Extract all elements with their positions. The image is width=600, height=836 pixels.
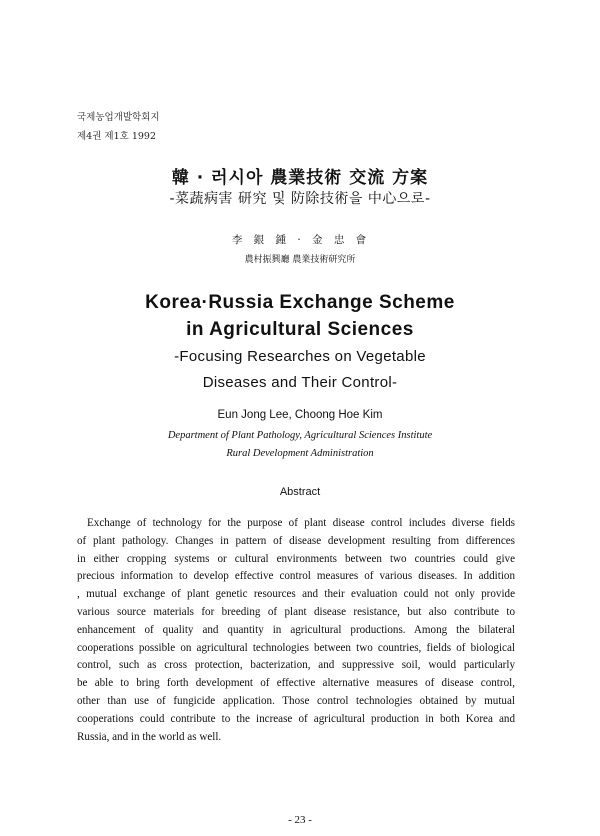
english-affiliation-line: Department of Plant Pathology, Agricultural Sciences Institute xyxy=(167,430,433,441)
page-number: - 23 - xyxy=(288,814,312,826)
english-title xyxy=(0,289,600,343)
journal-volume: 제4권 제1호 1992 xyxy=(77,131,157,142)
english-subtitle xyxy=(0,344,600,396)
abstract-body xyxy=(77,515,515,746)
abstract-line: be able to bring forth development of effective alternative measures of disease control, xyxy=(77,677,515,690)
english-subtitle-line: -Focusing Researches on Vegetable xyxy=(174,348,426,365)
abstract-line: in either cropping systems or cultural environments between two countries could give xyxy=(77,552,515,565)
abstract-line: control, such as cross protection, bacterization, and suppressive soil, would particularly xyxy=(77,659,515,672)
abstract-line: cooperations could contribute to the increase of agricultural production in both Korea and xyxy=(77,712,515,725)
korean-authors: 李 銀 鍾 · 金 忠 會 xyxy=(231,234,369,246)
english-affiliation xyxy=(0,427,600,463)
abstract-line: Exchange of technology for the purpose of plant disease control includes diverse fields xyxy=(87,517,515,529)
abstract-line: Russia, and in the world as well. xyxy=(77,730,222,743)
journal-name: 국제농업개발학회지 xyxy=(77,112,160,123)
english-title-line: Korea·Russia Exchange Scheme xyxy=(145,292,455,313)
abstract-line: enhancement of quality and quantity in agricultural productions. Among the bilateral xyxy=(77,623,515,636)
abstract-line: various source materials for breeding of plant disease resistance, but also contribute to xyxy=(77,605,515,618)
english-title-line: in Agricultural Sciences xyxy=(186,319,414,340)
english-authors: Eun Jong Lee, Choong Hoe Kim xyxy=(217,409,383,421)
abstract-heading: Abstract xyxy=(279,486,321,498)
abstract-line: of plant pathology. Changes in pattern of disease development resulting from differences xyxy=(77,534,515,547)
abstract-line: , mutual exchange of plant genetic resources and their evaluation could not only provide xyxy=(77,588,515,601)
abstract-line: other than use of fungicide application. Those control technologies obtained by mutual xyxy=(77,694,515,707)
english-subtitle-line: Diseases and Their Control- xyxy=(202,374,398,391)
abstract-line: cooperations possible on agricultural technologies between two countries, fields of biological xyxy=(77,641,515,654)
english-affiliation-line: Rural Development Administration xyxy=(226,448,374,459)
korean-affiliation: 農村振興廳 農業技術研究所 xyxy=(244,255,356,265)
korean-subtitle: -菜蔬病害 研究 및 防除技術을 中心으로- xyxy=(169,191,431,207)
journal-header xyxy=(77,108,160,146)
korean-title: 韓 · 러시아 農業技術 交流 方案 xyxy=(171,168,429,188)
abstract-line: precious information to develop effective control measures of various diseases. In addition xyxy=(77,570,515,583)
